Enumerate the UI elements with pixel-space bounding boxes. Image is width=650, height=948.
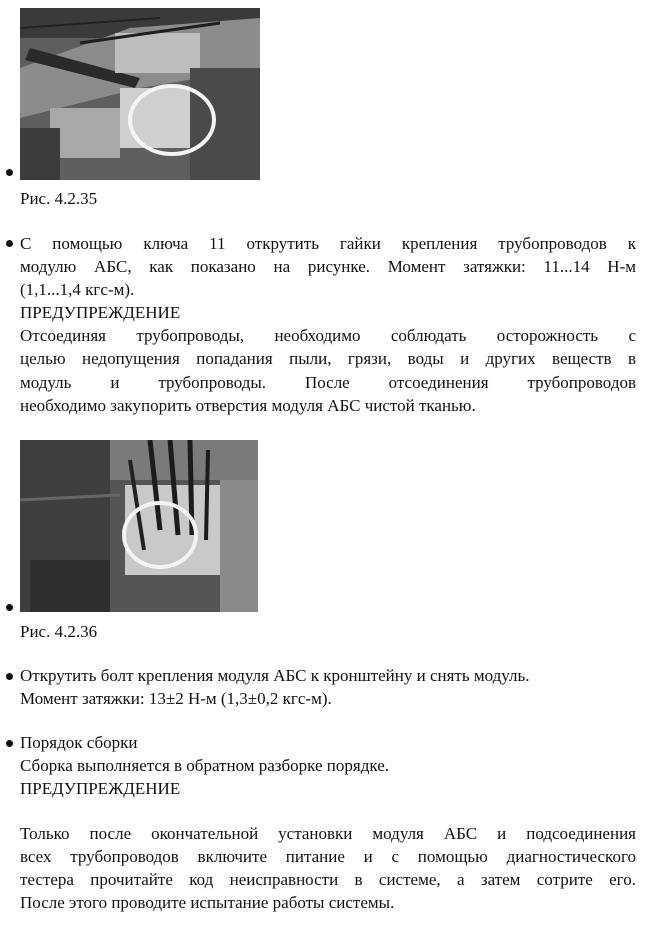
warning-2-line-3: тестера прочитайте код неисправности в системе, а затем сотрите его.	[20, 870, 636, 889]
step-1-line-1: С помощью ключа 11 открутить гайки крепления трубопроводов к	[20, 234, 636, 253]
engine-bay-photo-2	[20, 440, 258, 612]
engine-bay-photo-1	[20, 8, 260, 180]
warning-2-line-1: Только после окончательной установки модуля АБС и подсоединения	[20, 824, 636, 843]
bullet-figure-1	[6, 169, 13, 176]
figure-4-2-36-caption: Рис. 4.2.36	[20, 622, 98, 641]
figure-4-2-35-photo	[20, 8, 260, 180]
figure-4-2-35-caption: Рис. 4.2.35	[20, 189, 98, 208]
bullet-step-3	[6, 740, 13, 747]
warning-1-title: ПРЕДУПРЕЖДЕНИЕ	[20, 303, 181, 322]
warning-1-line-4: необходимо закупорить отверстия модуля АБС чистой тканью.	[20, 396, 476, 415]
step-2-line-1: Открутить болт крепления модуля АБС к кронштейну и снять модуль.	[20, 666, 530, 685]
step-1-line-2: модулю АБС, как показано на рисунке. Момент затяжки: 11...14 Н-м	[20, 257, 636, 276]
assembly-title: Порядок сборки	[20, 733, 138, 752]
warning-2-line-4: После этого проводите испытание работы системы.	[20, 893, 395, 912]
figure-4-2-36-photo	[20, 440, 258, 612]
warning-1-line-3: модуль и трубопроводы. После отсоединения трубопроводов	[20, 373, 636, 392]
step-2-line-2: Момент затяжки: 13±2 Н-м (1,3±0,2 кгс-м).	[20, 689, 332, 708]
bullet-figure-2	[6, 604, 13, 611]
warning-2-title: ПРЕДУПРЕЖДЕНИЕ	[20, 779, 181, 798]
bullet-step-1	[6, 240, 13, 247]
warning-2-line-2: всех трубопроводов включите питание и с помощью диагностического	[20, 847, 636, 866]
step-1-line-3: (1,1...1,4 кгс-м).	[20, 280, 135, 299]
warning-1-line-2: целью недопущения попадания пыли, грязи, воды и других веществ в	[20, 349, 636, 368]
bullet-step-2	[6, 673, 13, 680]
assembly-line: Сборка выполняется в обратном разборке порядке.	[20, 756, 389, 775]
warning-1-line-1: Отсоединяя трубопроводы, необходимо соблюдать осторожность с	[20, 326, 636, 345]
